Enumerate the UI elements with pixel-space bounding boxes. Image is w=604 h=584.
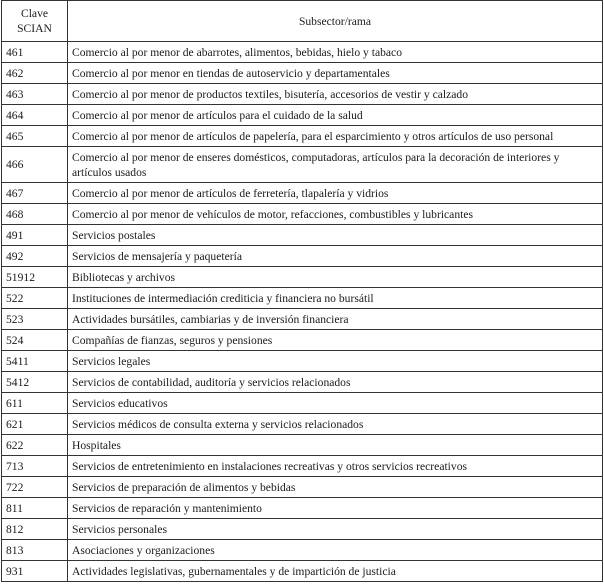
subsector-name: Servicios de preparación de alimentos y bebidas [68,477,603,498]
subsector-name: Comercio al por menor de vehículos de motor, refacciones, combustibles y lubricantes [68,204,603,225]
table-row [2,330,603,351]
scian-code: 931 [2,561,68,582]
subsector-name: Servicios de entretenimiento en instalaciones recreativas y otros servicios recreativos [68,456,603,477]
scian-code: 462 [2,63,68,84]
subsector-name: Instituciones de intermediación crediticia y financiera no bursátil [68,288,603,309]
table-row [2,288,603,309]
table-row [2,183,603,204]
scian-code: 465 [2,126,68,147]
subsector-name: Servicios de reparación y mantenimiento [68,498,603,519]
table-header-row [2,1,603,42]
subsector-name: Comercio al por menor de artículos de ferretería, tlapalería y vidrios [68,183,603,204]
subsector-name: Actividades bursátiles, cambiarias y de inversión financiera [68,309,603,330]
table-row [2,147,603,183]
subsector-name: Comercio al por menor de enseres domésticos, computadoras, artículos para la decoración de interiores y artículos usados [68,147,603,183]
subsector-name: Servicios de contabilidad, auditoría y servicios relacionados [68,372,603,393]
table-row [2,372,603,393]
table-row [2,519,603,540]
subsector-name: Actividades legislativas, gubernamentales y de impartición de justicia [68,561,603,582]
scian-code: 524 [2,330,68,351]
scian-code: 461 [2,42,68,63]
table-row [2,456,603,477]
scian-code: 463 [2,84,68,105]
scian-code: 811 [2,498,68,519]
table-row [2,477,603,498]
subsector-name: Comercio al por menor en tiendas de autoservicio y departamentales [68,63,603,84]
table-row [2,105,603,126]
table-row [2,126,603,147]
scian-code: 491 [2,225,68,246]
table-row [2,42,603,63]
subsector-name: Servicios médicos de consulta externa y servicios relacionados [68,414,603,435]
subsector-name: Servicios postales [68,225,603,246]
scian-code: 5412 [2,372,68,393]
table-row [2,414,603,435]
scian-code: 722 [2,477,68,498]
subsector-name: Asociaciones y organizaciones [68,540,603,561]
subsector-name: Comercio al por menor de abarrotes, alimentos, bebidas, hielo y tabaco [68,42,603,63]
header-subsector-rama: Subsector/rama [68,1,603,42]
scian-table [1,0,603,582]
scian-code: 466 [2,147,68,183]
table-row [2,225,603,246]
subsector-name: Comercio al por menor de productos textiles, bisutería, accesorios de vestir y calzado [68,84,603,105]
scian-code: 611 [2,393,68,414]
scian-code: 812 [2,519,68,540]
scian-code: 467 [2,183,68,204]
table-row [2,351,603,372]
subsector-name: Servicios educativos [68,393,603,414]
table-row [2,540,603,561]
table-row [2,393,603,414]
table-row [2,63,603,84]
subsector-name: Comercio al por menor de artículos para el cuidado de la salud [68,105,603,126]
scian-code: 713 [2,456,68,477]
subsector-name: Comercio al por menor de artículos de papelería, para el esparcimiento y otros artículos de uso personal [68,126,603,147]
subsector-name: Bibliotecas y archivos [68,267,603,288]
table-row [2,498,603,519]
table-body [2,42,603,582]
scian-code: 51912 [2,267,68,288]
table-row [2,561,603,582]
table-row [2,435,603,456]
scian-code: 813 [2,540,68,561]
scian-code: 621 [2,414,68,435]
scian-code: 464 [2,105,68,126]
subsector-name: Servicios de mensajería y paquetería [68,246,603,267]
table-row [2,309,603,330]
scian-code: 522 [2,288,68,309]
table-row [2,246,603,267]
scian-code: 622 [2,435,68,456]
scian-code: 5411 [2,351,68,372]
scian-code: 523 [2,309,68,330]
table-row [2,84,603,105]
subsector-name: Compañías de fianzas, seguros y pensiones [68,330,603,351]
header-clave-scian: Clave SCIAN [2,1,68,42]
subsector-name: Hospitales [68,435,603,456]
scian-code: 492 [2,246,68,267]
subsector-name: Servicios legales [68,351,603,372]
subsector-name: Servicios personales [68,519,603,540]
table-row [2,204,603,225]
table-row [2,267,603,288]
scian-code: 468 [2,204,68,225]
